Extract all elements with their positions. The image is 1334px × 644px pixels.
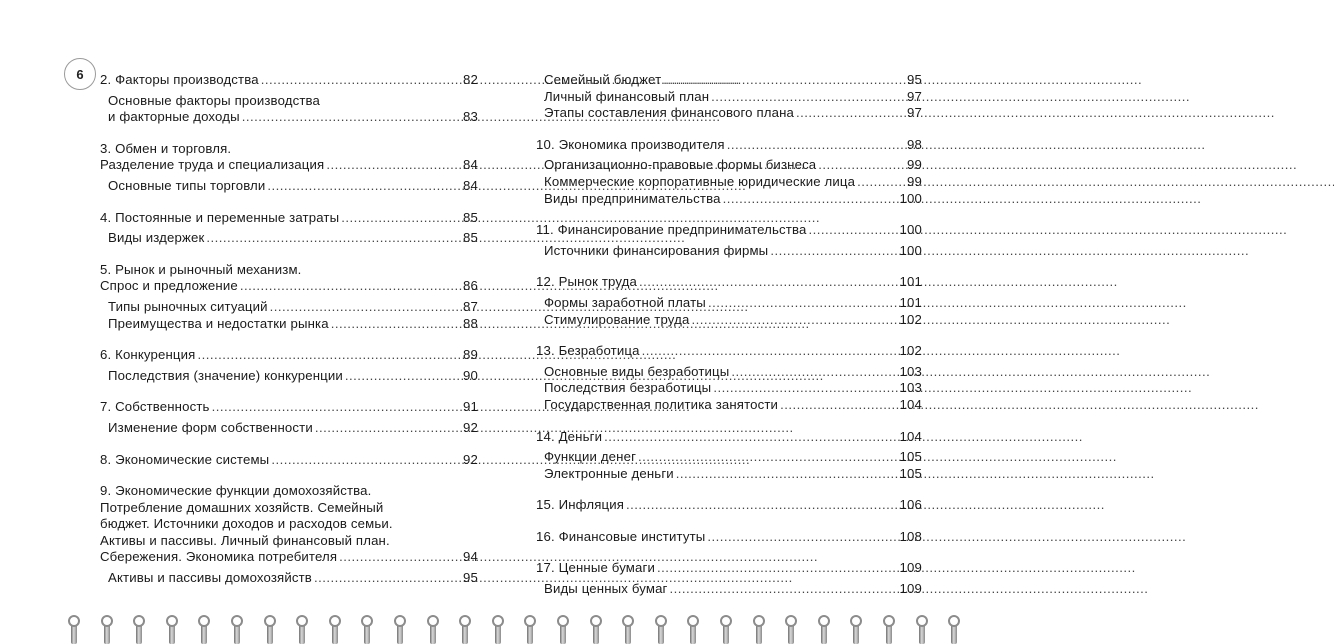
entry-title: Сбережения. Экономика потребителя — [100, 549, 338, 565]
toc-chapter-heading[interactable] — [536, 222, 922, 239]
entry-page-number: 94 — [463, 549, 478, 565]
toc-subentry-line[interactable] — [544, 72, 922, 89]
dot-leader — [670, 581, 898, 598]
entry-title: 7. Собственность — [100, 399, 210, 415]
spiral-binding-ring-icon — [621, 612, 637, 644]
entry-page-number: 92 — [463, 451, 478, 467]
dot-leader — [271, 452, 461, 469]
toc-subentry-line[interactable] — [544, 397, 922, 414]
toc-subentry[interactable] — [536, 380, 922, 397]
entry-title: и факторные доходы — [108, 109, 240, 125]
entry-page-number: 104 — [899, 396, 922, 412]
entry-page-number: 86 — [463, 278, 478, 294]
dot-leader — [639, 274, 898, 291]
toc-section — [100, 483, 478, 587]
toc-subentry-line[interactable] — [108, 109, 478, 126]
dot-leader — [796, 105, 905, 122]
toc-section — [536, 222, 922, 259]
toc-left-column — [100, 72, 478, 587]
entry-title: Виды предпринимательства — [544, 190, 721, 206]
spiral-binding-ring-icon — [67, 612, 83, 644]
entry-page-number: 101 — [899, 274, 922, 290]
entry-page-number: 99 — [907, 157, 922, 173]
entry-title: Источники финансирования фирмы — [544, 242, 769, 258]
entry-title: 6. Конкуренция — [100, 347, 196, 363]
toc-subentry[interactable] — [536, 397, 922, 414]
toc-subentry-line[interactable] — [108, 316, 478, 333]
toc-subentry[interactable] — [536, 449, 922, 466]
section-gap — [536, 259, 922, 274]
spiral-binding-ring-icon — [915, 612, 931, 644]
toc-subentry[interactable] — [536, 312, 922, 329]
entry-page-number: 102 — [899, 343, 922, 359]
toc-section — [536, 560, 922, 597]
dot-leader — [261, 72, 461, 89]
toc-chapter-heading: Потребление домашних хозяйств. Семейный — [100, 499, 384, 515]
toc-chapter-heading[interactable] — [536, 429, 922, 446]
toc-subentry-line[interactable] — [544, 191, 922, 208]
dot-leader — [676, 466, 898, 483]
dot-leader — [267, 178, 461, 195]
toc-subentry-line[interactable] — [544, 89, 922, 106]
section-gap — [536, 482, 922, 497]
entry-title: Семейный бюджет — [544, 72, 662, 87]
entry-page-number: 105 — [899, 449, 922, 465]
toc-subentry-line[interactable] — [544, 581, 922, 598]
dot-leader — [723, 191, 898, 208]
toc-chapter-heading: Активы и пассивы. Личный финансовый план. — [100, 532, 390, 548]
spiral-binding-ring-icon — [686, 612, 702, 644]
section-gap — [100, 468, 478, 483]
section-gap — [100, 384, 478, 399]
toc-section — [536, 72, 922, 122]
entry-title: Основные типы торговли — [108, 177, 266, 193]
entry-page-number: 102 — [899, 311, 922, 327]
spiral-binding-ring-icon — [458, 612, 474, 644]
entry-title: Последствия (значение) конкуренции — [108, 367, 343, 383]
spiral-binding-ring-icon — [719, 612, 735, 644]
toc-subentry[interactable] — [100, 178, 478, 195]
entry-title: Организационно-правовые формы бизнеса — [544, 157, 817, 173]
entry-page-number: 100 — [899, 222, 922, 238]
dot-leader — [331, 316, 461, 333]
entry-title: Личный финансовый план — [544, 88, 710, 104]
entry-title: Разделение труда и специализация — [100, 157, 325, 173]
toc-subentry[interactable] — [536, 105, 922, 122]
spiral-binding-ring-icon — [556, 612, 572, 644]
entry-title: Виды издержек — [108, 230, 205, 246]
entry-page-number: 87 — [463, 298, 478, 314]
dot-leader — [808, 222, 897, 239]
dot-leader — [663, 72, 905, 89]
dot-leader — [339, 549, 461, 566]
toc-section — [536, 274, 922, 328]
toc-subentry-line[interactable] — [544, 364, 922, 381]
entry-title: 10. Экономика производителя — [536, 136, 725, 152]
spiral-binding-ring-icon — [882, 612, 898, 644]
toc-section — [536, 137, 922, 207]
entry-page-number: 99 — [907, 173, 922, 189]
spiral-binding-ring-icon — [295, 612, 311, 644]
toc-section — [100, 72, 478, 126]
dot-leader — [707, 529, 897, 546]
entry-title: 16. Финансовые институты — [536, 528, 706, 544]
dot-leader — [708, 295, 898, 312]
toc-chapter-heading[interactable] — [100, 157, 478, 174]
dot-leader — [345, 368, 461, 385]
entry-title: 15. Инфляция — [536, 497, 625, 513]
section-gap — [536, 207, 922, 222]
dot-leader — [638, 449, 898, 466]
toc-subentry-line[interactable] — [544, 449, 922, 466]
toc-section — [100, 262, 478, 332]
dot-leader — [770, 243, 897, 260]
entry-page-number: 97 — [907, 88, 922, 104]
toc-chapter-heading: бюджет. Источники доходов и расходов семьи. — [100, 516, 393, 532]
entry-page-number: 100 — [899, 242, 922, 258]
toc-chapter-heading: 5. Рынок и рыночный механизм. — [100, 261, 302, 277]
entry-page-number: 84 — [463, 157, 478, 173]
entry-title: Коммерческие корпоративные юридические лица — [544, 173, 856, 189]
dot-leader — [857, 174, 905, 191]
entry-page-number: 88 — [463, 315, 478, 331]
entry-title: Типы рыночных ситуаций — [108, 298, 268, 314]
entry-page-number: 105 — [899, 465, 922, 481]
entry-page-number: 89 — [463, 347, 478, 363]
toc-subentry-line[interactable] — [544, 105, 922, 122]
toc-subentry-line: Основные факторы производства — [108, 92, 321, 108]
toc-chapter-heading[interactable] — [100, 549, 478, 566]
dot-leader — [691, 312, 897, 329]
toc-chapter-heading[interactable] — [536, 343, 922, 360]
toc-chapter-heading[interactable] — [100, 399, 478, 416]
toc-chapter-heading: 3. Обмен и торговля. — [100, 140, 232, 156]
toc-subentry-line[interactable] — [108, 299, 478, 316]
dot-leader — [326, 157, 461, 174]
toc-subentry-line[interactable] — [544, 312, 922, 329]
section-gap — [100, 437, 478, 452]
entry-title: Стимулирование труда — [544, 311, 690, 327]
spiral-binding-ring-icon — [197, 612, 213, 644]
dot-leader — [731, 364, 897, 381]
toc-chapter-heading[interactable] — [536, 497, 922, 514]
toc-chapter-heading[interactable] — [100, 210, 478, 227]
toc-section — [100, 141, 478, 195]
toc-subentry[interactable] — [536, 157, 922, 174]
dot-leader — [270, 299, 461, 316]
toc-section — [100, 347, 478, 384]
entry-page-number: 95 — [463, 570, 478, 586]
toc-chapter-heading[interactable] — [536, 560, 922, 577]
spiral-binding-ring-icon — [100, 612, 116, 644]
entry-page-number: 103 — [899, 380, 922, 396]
entry-title: Активы и пассивы домохозяйств — [108, 570, 312, 586]
toc-subentry-line[interactable] — [108, 570, 478, 587]
toc-section — [100, 210, 478, 247]
toc-subentry-line[interactable] — [544, 295, 922, 312]
toc-right-column — [536, 72, 922, 598]
toc-section — [536, 429, 922, 483]
spiral-binding-ring-icon — [654, 612, 670, 644]
entry-title: Преимущества и недостатки рынка — [108, 315, 329, 331]
entry-page-number: 95 — [907, 72, 922, 87]
toc-subentry-line[interactable] — [108, 420, 478, 437]
toc-subentry[interactable] — [536, 89, 922, 106]
toc-subentry-line[interactable] — [544, 466, 922, 483]
spiral-binding-ring-icon — [132, 612, 148, 644]
toc-section — [536, 343, 922, 413]
toc-chapter-heading[interactable] — [100, 452, 478, 469]
page-number-badge: 6 — [64, 58, 96, 90]
entry-title: Функции денег — [544, 449, 637, 465]
toc-subentry-line[interactable] — [544, 243, 922, 260]
section-gap — [536, 545, 922, 560]
entry-page-number: 90 — [463, 367, 478, 383]
spiral-binding-ring-icon — [491, 612, 507, 644]
entry-title: Государственная политика занятости — [544, 396, 779, 412]
section-gap — [100, 247, 478, 262]
spiral-binding — [0, 612, 1000, 644]
spiral-binding-ring-icon — [752, 612, 768, 644]
spiral-binding-ring-icon — [165, 612, 181, 644]
entry-page-number: 109 — [899, 560, 922, 576]
spiral-binding-ring-icon — [817, 612, 833, 644]
toc-subentry[interactable] — [536, 191, 922, 208]
entry-title: Формы заработной платы — [544, 294, 706, 310]
dot-leader — [727, 137, 905, 154]
dot-leader — [212, 399, 461, 416]
section-gap — [536, 414, 922, 429]
toc-subentry[interactable] — [536, 72, 922, 89]
entry-page-number: 92 — [463, 419, 478, 435]
toc-subentry-line[interactable] — [108, 178, 478, 195]
entry-page-number: 98 — [907, 136, 922, 152]
spiral-binding-ring-icon — [523, 612, 539, 644]
entry-title: 12. Рынок труда — [536, 274, 637, 290]
entry-title: Спрос и предложение — [100, 278, 238, 294]
entry-page-number: 104 — [899, 428, 922, 444]
entry-page-number: 100 — [899, 190, 922, 206]
section-gap — [100, 126, 478, 141]
dot-leader — [242, 109, 461, 126]
entry-title: 13. Безработица — [536, 343, 640, 359]
section-gap — [100, 332, 478, 347]
dot-leader — [818, 157, 905, 174]
entry-title: Электронные деньги — [544, 465, 674, 481]
dot-leader — [626, 497, 898, 514]
toc-subentry-line[interactable] — [544, 157, 922, 174]
toc-section — [536, 497, 922, 514]
toc-subentry[interactable] — [100, 316, 478, 333]
dot-leader — [713, 380, 897, 397]
spiral-binding-ring-icon — [360, 612, 376, 644]
dot-leader — [315, 420, 461, 437]
spiral-binding-ring-icon — [328, 612, 344, 644]
toc-subentry-line[interactable] — [108, 368, 478, 385]
entry-page-number: 91 — [463, 399, 478, 415]
entry-title: 17. Ценные бумаги — [536, 560, 655, 576]
toc-subentry[interactable] — [536, 174, 922, 191]
dot-leader — [206, 230, 461, 247]
toc-subentry[interactable] — [100, 230, 478, 247]
section-gap — [536, 122, 922, 137]
spiral-binding-ring-icon — [589, 612, 605, 644]
entry-title: 2. Факторы производства — [100, 72, 259, 87]
spiral-binding-ring-icon — [426, 612, 442, 644]
toc-section — [536, 529, 922, 546]
spiral-binding-ring-icon — [947, 612, 963, 644]
toc-subentry-line[interactable] — [544, 174, 922, 191]
section-gap — [536, 328, 922, 343]
spiral-binding-ring-icon — [784, 612, 800, 644]
toc-subentry-line[interactable] — [544, 380, 922, 397]
toc-subentry[interactable] — [100, 570, 478, 587]
dot-leader — [604, 429, 897, 446]
entry-page-number: 109 — [899, 581, 922, 597]
entry-page-number: 108 — [899, 528, 922, 544]
spiral-binding-ring-icon — [393, 612, 409, 644]
toc-chapter-heading[interactable] — [536, 529, 922, 546]
toc-subentry[interactable] — [100, 93, 478, 126]
entry-title: Изменение форм собственности — [108, 419, 313, 435]
entry-title: Виды ценных бумаг — [544, 581, 668, 597]
toc-section — [100, 399, 478, 436]
toc-subentry[interactable] — [536, 364, 922, 381]
entry-title: 4. Постоянные и переменные затраты — [100, 209, 340, 225]
entry-page-number: 101 — [899, 294, 922, 310]
entry-title: 8. Экономические системы — [100, 451, 270, 467]
spiral-binding-ring-icon — [263, 612, 279, 644]
entry-page-number: 85 — [463, 230, 478, 246]
dot-leader — [642, 343, 898, 360]
toc-chapter-heading[interactable] — [100, 347, 478, 364]
toc-chapter-heading[interactable] — [536, 274, 922, 291]
entry-page-number: 103 — [899, 363, 922, 379]
dot-leader — [711, 89, 905, 106]
spiral-binding-ring-icon — [230, 612, 246, 644]
dot-leader — [240, 278, 461, 295]
dot-leader — [341, 210, 461, 227]
toc-chapter-heading[interactable] — [536, 137, 922, 154]
spiral-binding-ring-icon — [849, 612, 865, 644]
toc-subentry[interactable] — [100, 368, 478, 385]
toc-chapter-heading[interactable] — [100, 278, 478, 295]
toc-chapter-heading[interactable] — [100, 72, 478, 89]
entry-title: Последствия безработицы — [544, 380, 712, 396]
entry-page-number: 85 — [463, 209, 478, 225]
entry-title: 11. Финансирование предпринимательства — [536, 222, 807, 238]
toc-subentry[interactable] — [536, 581, 922, 598]
toc-chapter-heading: 9. Экономические функции домохозяйства. — [100, 483, 372, 499]
entry-page-number: 97 — [907, 105, 922, 121]
dot-leader — [657, 560, 898, 577]
dot-leader — [314, 570, 461, 587]
entry-page-number: 83 — [463, 109, 478, 125]
entry-page-number: 106 — [899, 497, 922, 513]
toc-subentry[interactable] — [100, 420, 478, 437]
dot-leader — [197, 347, 461, 364]
entry-title: 14. Деньги — [536, 428, 603, 444]
entry-title: Этапы составления финансового плана — [544, 105, 795, 121]
toc-subentry[interactable] — [100, 299, 478, 316]
toc-subentry[interactable] — [536, 243, 922, 260]
entry-page-number: 84 — [463, 177, 478, 193]
toc-section — [100, 452, 478, 469]
toc-subentry[interactable] — [536, 466, 922, 483]
dot-leader — [780, 397, 897, 414]
section-gap — [536, 514, 922, 529]
toc-subentry[interactable] — [536, 295, 922, 312]
toc-subentry-line[interactable] — [108, 230, 478, 247]
entry-page-number: 82 — [463, 72, 478, 87]
entry-title: Основные виды безработицы — [544, 363, 730, 379]
section-gap — [100, 195, 478, 210]
